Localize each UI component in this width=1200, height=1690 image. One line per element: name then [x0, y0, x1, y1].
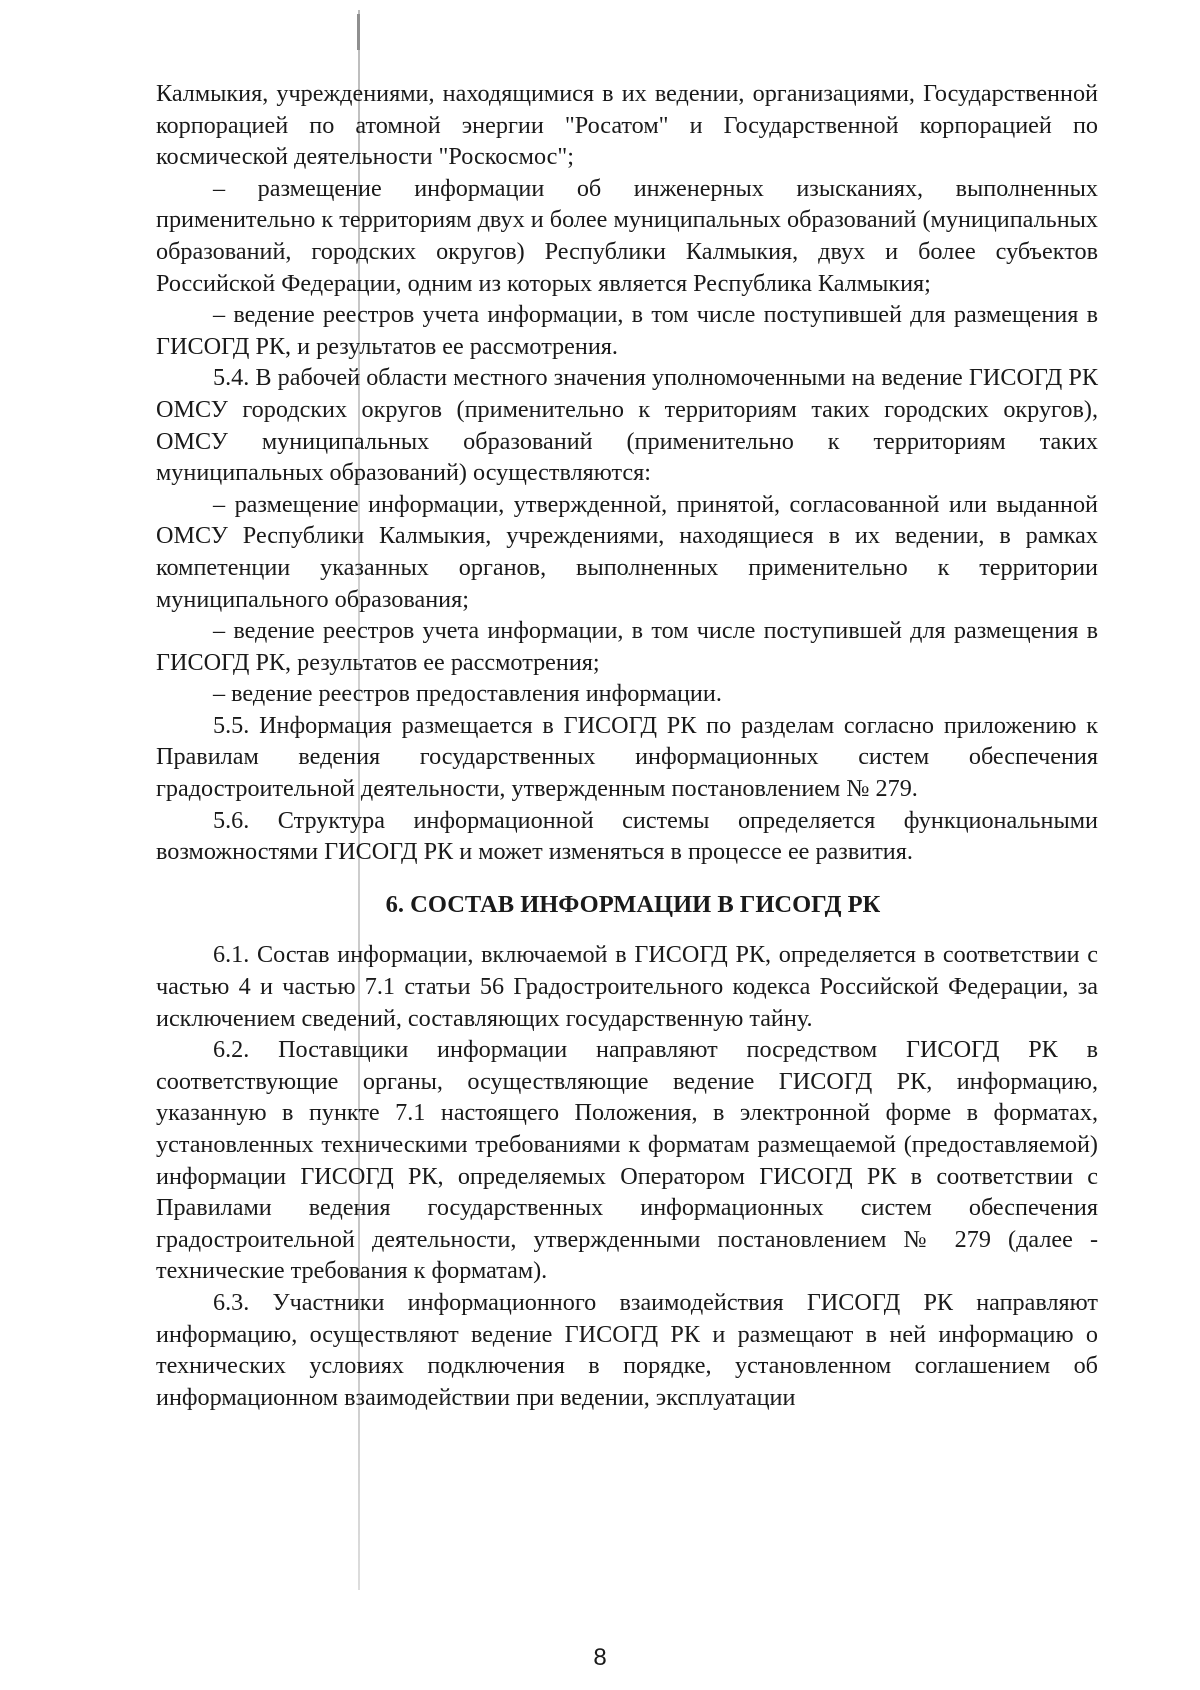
paragraph: 5.6. Структура информационной системы определяется функциональными возможностями ГИСОГД РК и может изменяться в процессе ее развития.: [156, 806, 1098, 866]
scan-fold-mark: [357, 14, 360, 50]
document-body: [156, 78, 1098, 1413]
paragraph: – размещение информации об инженерных изысканиях, выполненных применительно к территориям двух и более муниципальных образований (муниципальных образований, городских округов) Республики Калмыкия, двух и более субъектов Российской Федерации, одним из которых является Республика Калмыкия;: [156, 174, 1098, 297]
paragraph: 5.5. Информация размещается в ГИСОГД РК по разделам согласно приложению к Правилам ведения государственных информационных систем обеспечения градостроительной деятельности, утвержденным постановлением № 279.: [156, 711, 1098, 803]
paragraph: 6.1. Состав информации, включаемой в ГИСОГД РК, определяется в соответствии с частью 4 и частью 7.1 статьи 56 Градостроительного кодекса Российской Федерации, за исключением сведений, составляющих государственную тайну.: [156, 941, 1098, 1032]
paragraphs-after-heading: [156, 939, 1098, 1413]
paragraph: – ведение реестров учета информации, в том числе поступившей для размещения в ГИСОГД РК, и результатов ее рассмотрения.: [156, 301, 1098, 360]
section-heading: 6. СОСТАВ ИНФОРМАЦИИ В ГИСОГД РК: [385, 890, 881, 918]
paragraph: Калмыкия, учреждениями, находящимися в их ведении, организациями, Государственной корпорацией по атомной энергии "Росатом" и Государственной корпорацией по космической деятельности "Роскосмос";: [156, 80, 1098, 171]
paragraph: 5.4. В рабочей области местного значения уполномоченными на ведение ГИСОГД РК ОМСУ городских округов (применительно к территориям таких городских округов), ОМСУ муниципальных образований (применительно к территориям таких муниципальных образований) осуществляются:: [156, 364, 1098, 487]
paragraph: 6.3. Участники информационного взаимодействия ГИСОГД РК направляют информацию, осуществляют ведение ГИСОГД РК и размещают в ней информацию о технических условиях подключения в порядке, установленном соглашением об информационном взаимодействии при ведении, эксплуатации: [156, 1288, 1098, 1411]
paragraph: – ведение реестров предоставления информации.: [213, 680, 722, 708]
paragraph: – ведение реестров учета информации, в том числе поступившей для размещения в ГИСОГД РК, результатов ее рассмотрения;: [156, 617, 1098, 676]
paragraph: 6.2. Поставщики информации направляют посредством ГИСОГД РК в соответствующие органы, осуществляющие ведение ГИСОГД РК, информацию, указанную в пункте 7.1 настоящего Положения, в электронной форме в форматах, установленных техническими требованиями к форматам размещаемой (предоставляемой) информации ГИСОГД РК, определяемых Оператором ГИСОГД РК в соответствии с Правилами ведения государственных информационных систем обеспечения градостроительной деятельности, утвержденными постановлением № 279 (далее - технические требования к форматам).: [156, 1036, 1098, 1285]
paragraph: – размещение информации, утвержденной, принятой, согласованной или выданной ОМСУ Республики Калмыкия, учреждениями, находящиеся в их ведении, в рамках компетенции указанных органов, выполненных применительно к территории муниципального образования;: [156, 490, 1098, 613]
paragraphs-before-heading: [156, 78, 1098, 868]
page-number: 8: [593, 1644, 607, 1671]
